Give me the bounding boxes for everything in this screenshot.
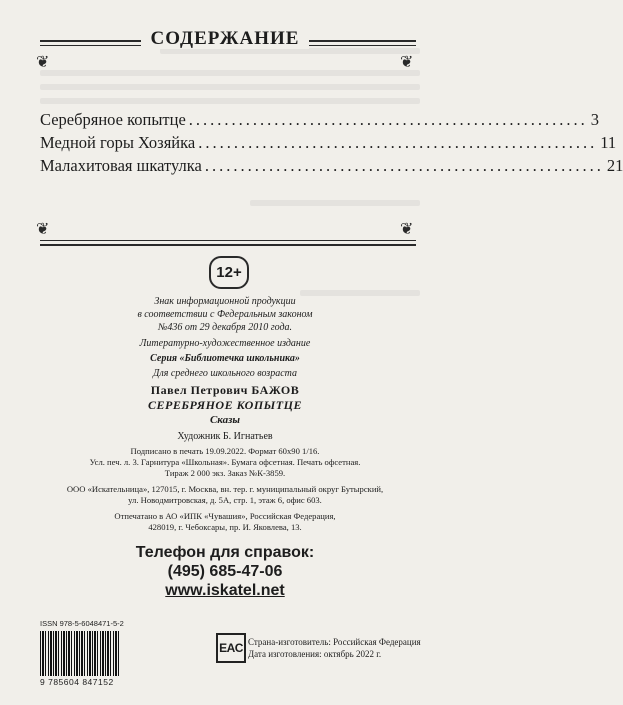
table-of-contents xyxy=(40,110,623,179)
toc-bottom-rule xyxy=(40,244,416,246)
toc-bottom-rule-thin xyxy=(40,240,416,241)
ornament-right: ❦ xyxy=(400,54,414,71)
show-through xyxy=(40,70,420,76)
print-details: Тираж 2 000 экз. Заказ №К-3859. xyxy=(164,468,286,478)
ornament-left: ❦ xyxy=(36,221,50,238)
show-through xyxy=(40,84,420,90)
website-link[interactable]: www.iskatel.net xyxy=(165,582,285,599)
manufacture-info xyxy=(248,636,421,660)
show-through xyxy=(250,200,420,206)
toc-entry-title: Медной горы Хозяйка xyxy=(40,133,196,152)
audience: Для среднего школьного возраста xyxy=(153,368,297,379)
toc-entry xyxy=(40,133,617,156)
edition-type: Литературно-художественное издание xyxy=(139,338,311,349)
printer-address: 428019, г. Чебоксары, пр. И. Яковлева, 13. xyxy=(148,522,302,532)
country-of-manufacture: Страна-изготовитель: Российская Федерация xyxy=(248,637,421,647)
show-through xyxy=(40,98,420,104)
barcode xyxy=(40,631,120,676)
eac-mark: EAC xyxy=(216,633,246,663)
printer-address: Отпечатано в АО «ИПК «Чувашия», Российская Федерация, xyxy=(114,511,336,521)
toc-entry-page: 3 xyxy=(590,110,600,129)
series-name: Серия «Библиотечка школьника» xyxy=(150,353,300,364)
info-sign-line: №436 от 29 декабря 2010 года. xyxy=(157,322,293,333)
manufacture-date: Дата изготовления: октябрь 2022 г. xyxy=(248,649,382,659)
phone-label: Телефон для справок: xyxy=(135,544,315,561)
toc-entry-page: 21 xyxy=(606,156,623,175)
print-details: Подписано в печать 19.09.2022. Формат 60х90 1/16. xyxy=(130,446,320,456)
publisher-address: ул. Новодмитровская, д. 5А, стр. 1, этаж 6, офис 603. xyxy=(128,495,322,505)
publisher-address: ООО «Искательница», 127015, г. Москва, вн. тер. г. муниципальный округ Бутырский, xyxy=(66,484,384,494)
author-name: Павел Петрович БАЖОВ xyxy=(150,383,300,397)
illustrator: Художник Б. Игнатьев xyxy=(177,431,273,442)
toc-entry xyxy=(40,156,623,179)
toc-leader-dots: ........................................................ xyxy=(198,133,598,152)
toc-entry-page: 11 xyxy=(600,133,617,152)
age-rating-badge: 12+ xyxy=(209,256,249,289)
phone-number: (495) 685-47-06 xyxy=(167,563,283,580)
toc-leader-dots: ........................................................ xyxy=(188,110,588,129)
barcode-digits: 9 785604 847152 xyxy=(40,677,114,687)
ornament-left: ❦ xyxy=(36,54,50,71)
toc-title: СОДЕРЖАНИЕ xyxy=(0,28,450,50)
book-title: СЕРЕБРЯНОЕ КОПЫТЦЕ xyxy=(148,398,302,412)
info-sign-line: в соответствии с Федеральным законом xyxy=(137,309,313,320)
ornament-right: ❦ xyxy=(400,221,414,238)
info-sign-line: Знак информационной продукции xyxy=(154,296,296,307)
print-details: Усл. печ. л. 3. Гарнитура «Школьная». Бумага офсетная. Печать офсетная. xyxy=(89,457,361,467)
toc-entry xyxy=(40,110,600,133)
toc-entry-title: Серебряное копытце xyxy=(40,110,186,129)
genre: Сказы xyxy=(209,414,241,426)
isbn-text: ISSN 978-5-6048471-5-2 xyxy=(40,619,124,628)
toc-entry-title: Малахитовая шкатулка xyxy=(40,156,202,175)
toc-leader-dots: ........................................................ xyxy=(204,156,604,175)
